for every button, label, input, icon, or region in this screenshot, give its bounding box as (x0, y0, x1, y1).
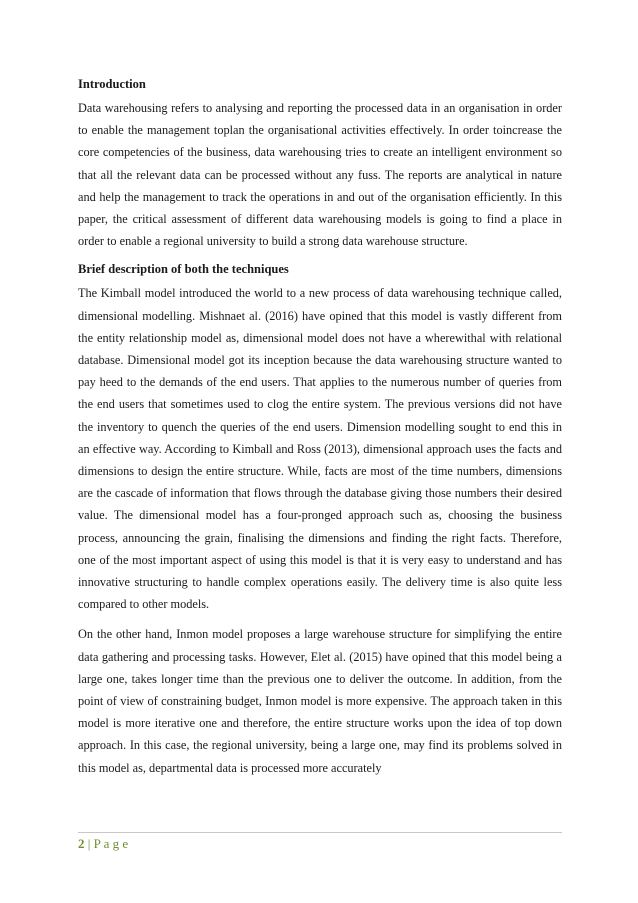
page-footer (78, 836, 128, 852)
page-label: P a g e (93, 836, 129, 851)
paragraph-inmon: On the other hand, Inmon model proposes a large warehouse structure for simplifying the entire data gathering and processing tasks. However, Elet al. (2015) have opined that this model being a large one, takes longer time than the previous one to deliver the outcome. In addition, from the point of view of constraining budget, Inmon model is more expensive. The approach taken in this model is more iterative one and therefore, the entire structure works upon the idea of top down approach. In this case, the regional university, being a large one, may find its problems solved in this model as, departmental data is processed more accurately (78, 627, 562, 775)
section-heading-techniques: Brief description of both the techniques (78, 262, 289, 277)
footer-separator: | (84, 836, 94, 851)
page-number: 2 (78, 836, 85, 851)
section-heading-introduction: Introduction (78, 77, 146, 91)
paragraph-introduction: Data warehousing refers to analysing and reporting the processed data in an organisation in order to enable the management toplan the organisational activities effectively. In order toincrease the core competencies of the business, data warehousing tries to create an intelligent environment so that all the relevant data can be processed without any fuss. The reports are analytical in nature and help the management to track the operations in and out of the organisation efficiently. In this paper, the critical assessment of different data warehousing models is going to find a place in order to enable a regional university to build a strong data warehouse structure. (78, 101, 562, 249)
paragraph-kimball: The Kimball model introduced the world to a new process of data warehousing technique called, dimensional modelling. Mishnaet al. (2016) have opined that this model is vastly different from the entity relationship model as, dimensional model does not have a wherewithal with relational database. Dimensional model got its inception because the data warehousing structure wanted to pay heed to the demands of the end users. That applies to the numerous number of queries from the end users that sometimes used to clog the entire system. The previous versions did not have the inventory to quench the queries of the end users. Dimension modelling sought to end this in an effective way. According to Kimball and Ross (2013), dimensional approach uses the facts and dimensions to design the entire structure. While, facts are most of the time numbers, dimensions are the cascade of information that flows through the database giving those numbers their desired value. The dimensional model has a four-pronged approach such as, choosing the business process, announcing the grain, finalising the dimensions and finding the right facts. Therefore, one of the most important aspect of using this model is that it is very easy to understand and has innovative structuring to handle complex operations easily. The delivery time is also quite less compared to other models. (78, 286, 562, 612)
document-body (78, 75, 562, 783)
footer-divider (78, 832, 562, 833)
